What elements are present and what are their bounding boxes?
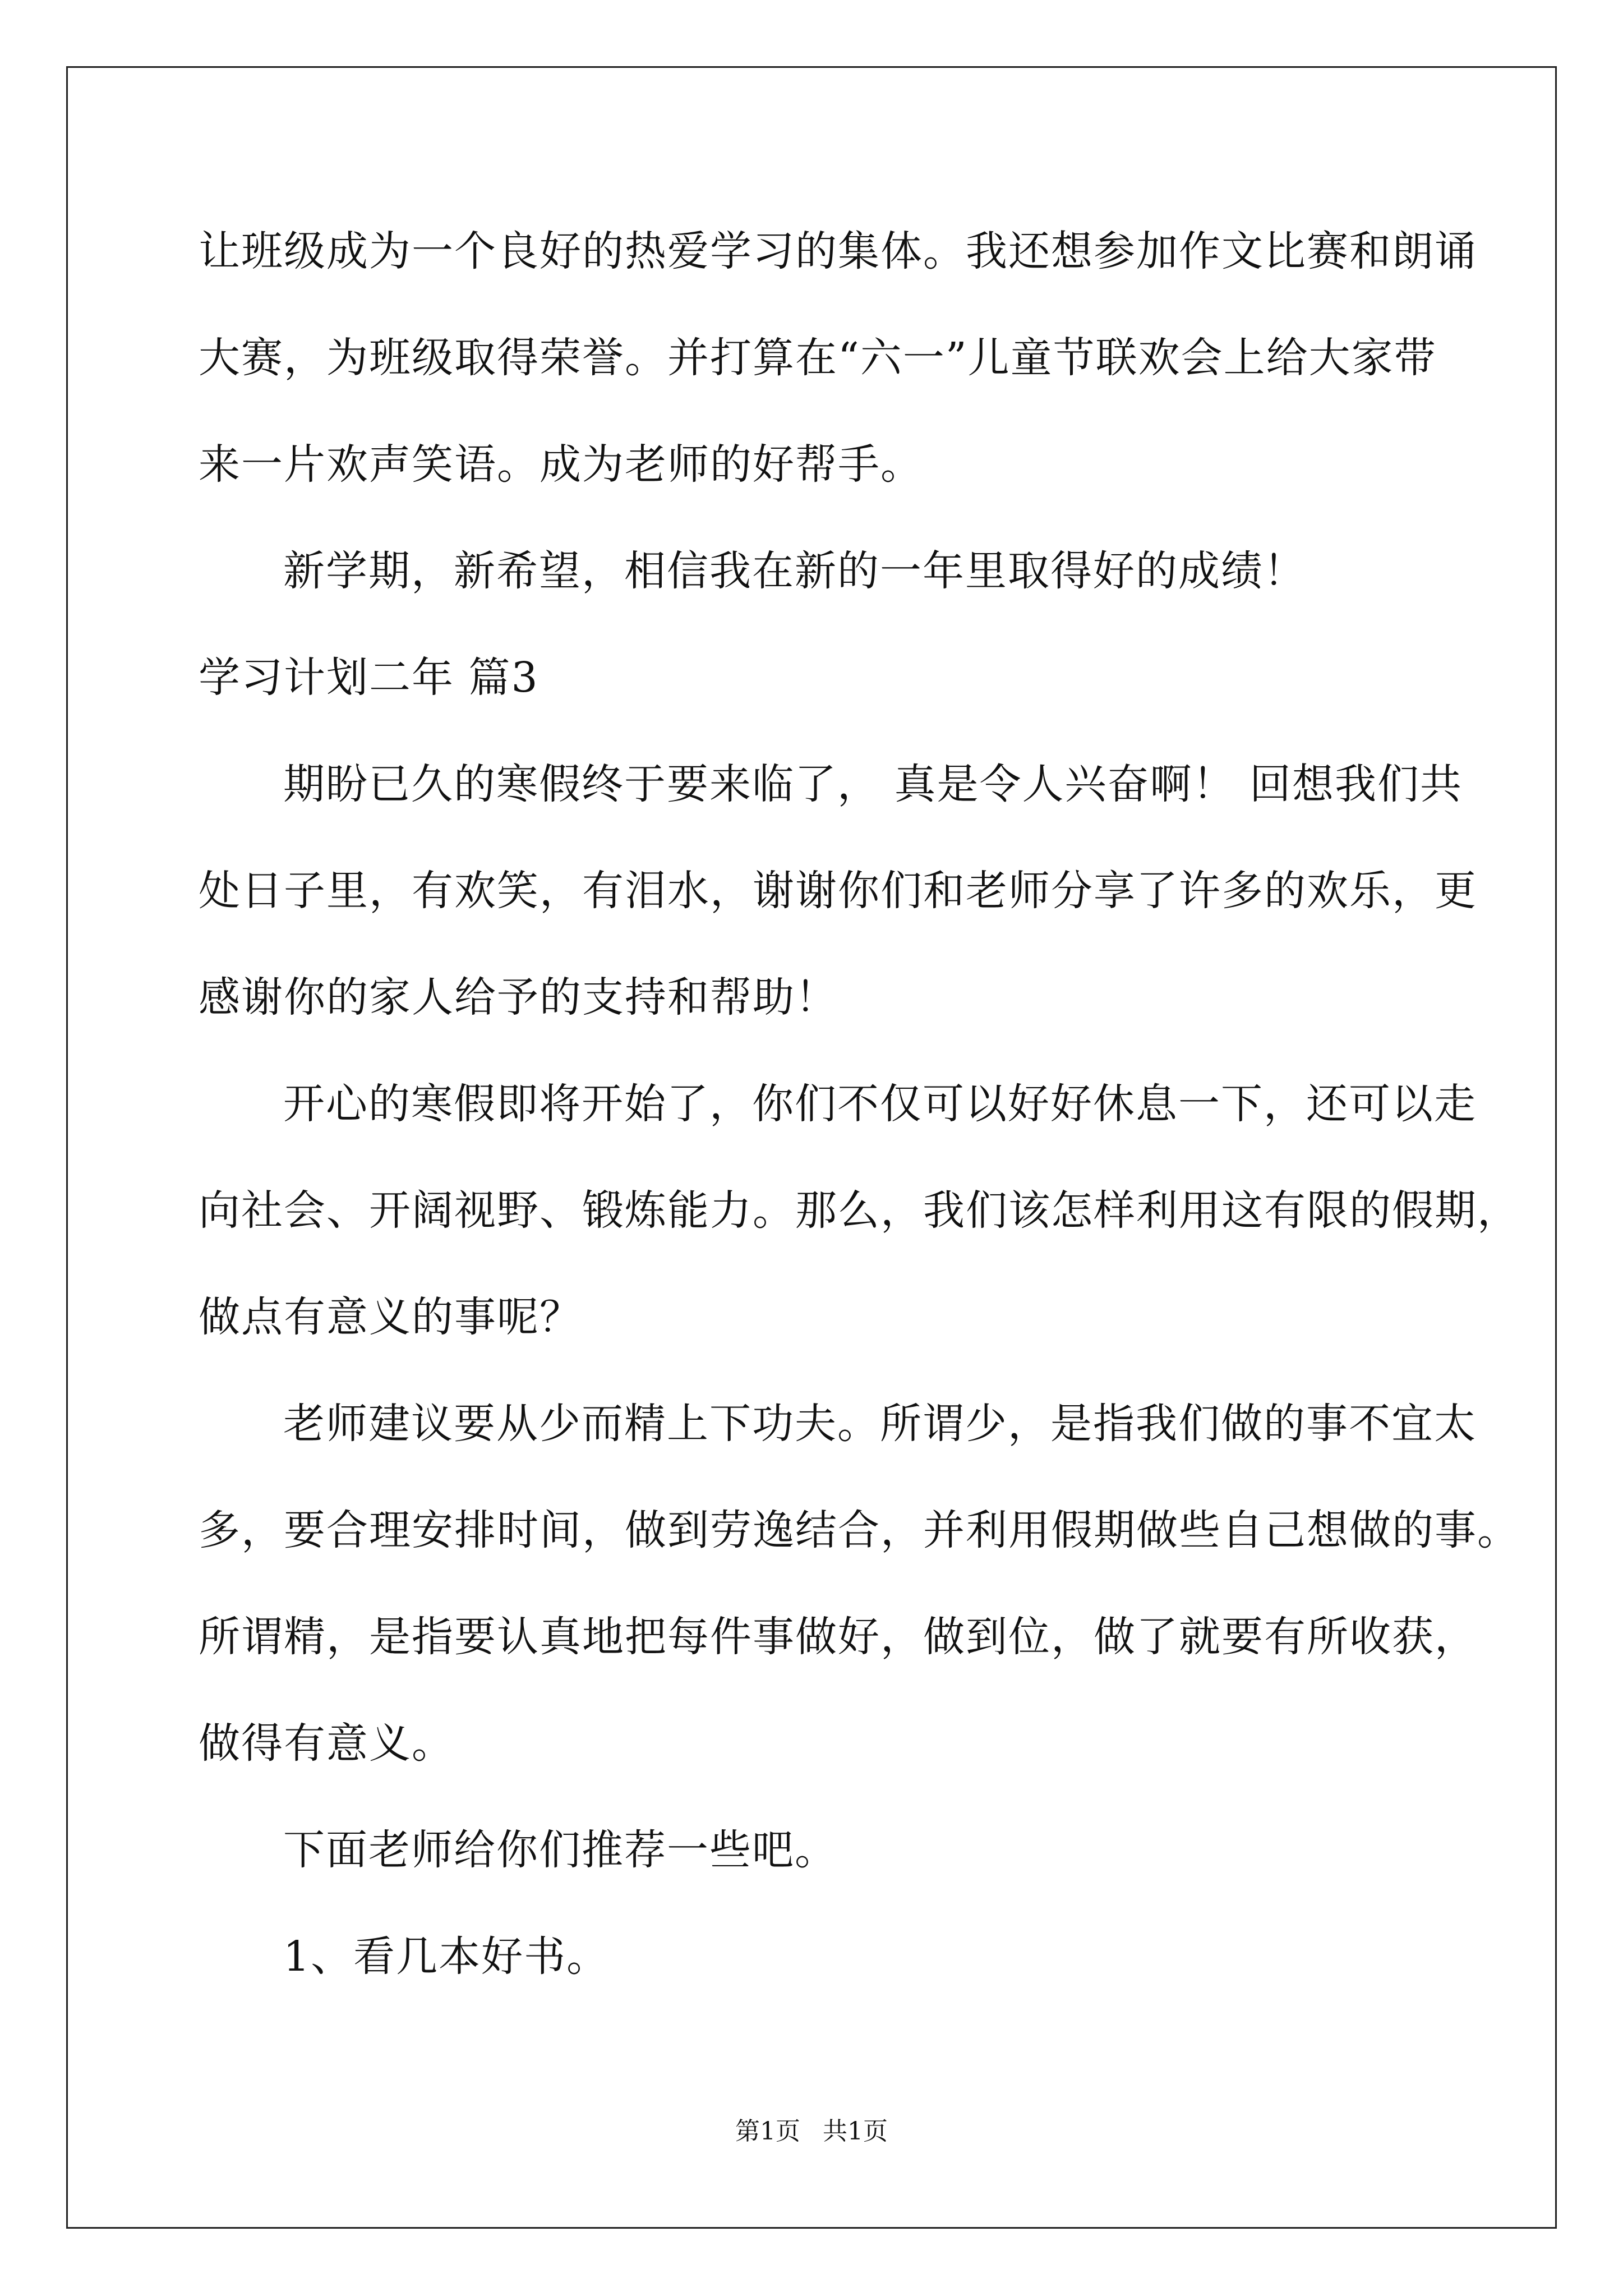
text-line: 让班级成为一个良好的热爱学习的集体。我还想参加作文比赛和朗诵 xyxy=(199,227,1477,275)
text-line: 感谢你的家人给予的支持和帮助！ xyxy=(199,973,838,1022)
text-line: 老师建议要从少而精上下功夫。所谓少，是指我们做的事不宜太 xyxy=(283,1400,1477,1448)
text-line: 多，要合理安排时间，做到劳逸结合，并利用假期做些自己想做的事。 xyxy=(199,1506,1520,1554)
text-line: 来一片欢声笑语。成为老师的好帮手。 xyxy=(199,440,923,489)
text-line: 做点有意义的事呢？ xyxy=(199,1293,582,1341)
text-line: 1、看几本好书。 xyxy=(283,1932,610,1981)
section-heading: 学习计划二年 篇3 xyxy=(199,654,539,702)
text-line: 处日子里，有欢笑，有泪水，谢谢你们和老师分享了许多的欢乐，更 xyxy=(199,867,1477,915)
text-line: 新学期，新希望，相信我在新的一年里取得好的成绩！ xyxy=(283,547,1306,595)
text-line: 做得有意义。 xyxy=(199,1719,454,1768)
page-number-current: 第1页 xyxy=(735,2117,800,2146)
page-footer xyxy=(0,2115,1623,2148)
page-border xyxy=(66,66,1557,2229)
page-number-total: 共1页 xyxy=(823,2117,888,2146)
text-line: 期盼已久的寒假终于要来临了， 真是令人兴奋啊！ 回想我们共 xyxy=(283,760,1463,808)
text-line: 所谓精，是指要认真地把每件事做好，做到位，做了就要有所收获， xyxy=(199,1613,1477,1661)
text-line: 下面老师给你们推荐一些吧。 xyxy=(283,1826,837,1874)
text-line: 大赛，为班级取得荣誉。并打算在“六一”儿童节联欢会上给大家带 xyxy=(199,334,1437,382)
text-line: 开心的寒假即将开始了，你们不仅可以好好休息一下，还可以走 xyxy=(283,1080,1477,1128)
text-line: 向社会、开阔视野、锻炼能力。那么，我们该怎样利用这有限的假期， xyxy=(199,1186,1520,1235)
